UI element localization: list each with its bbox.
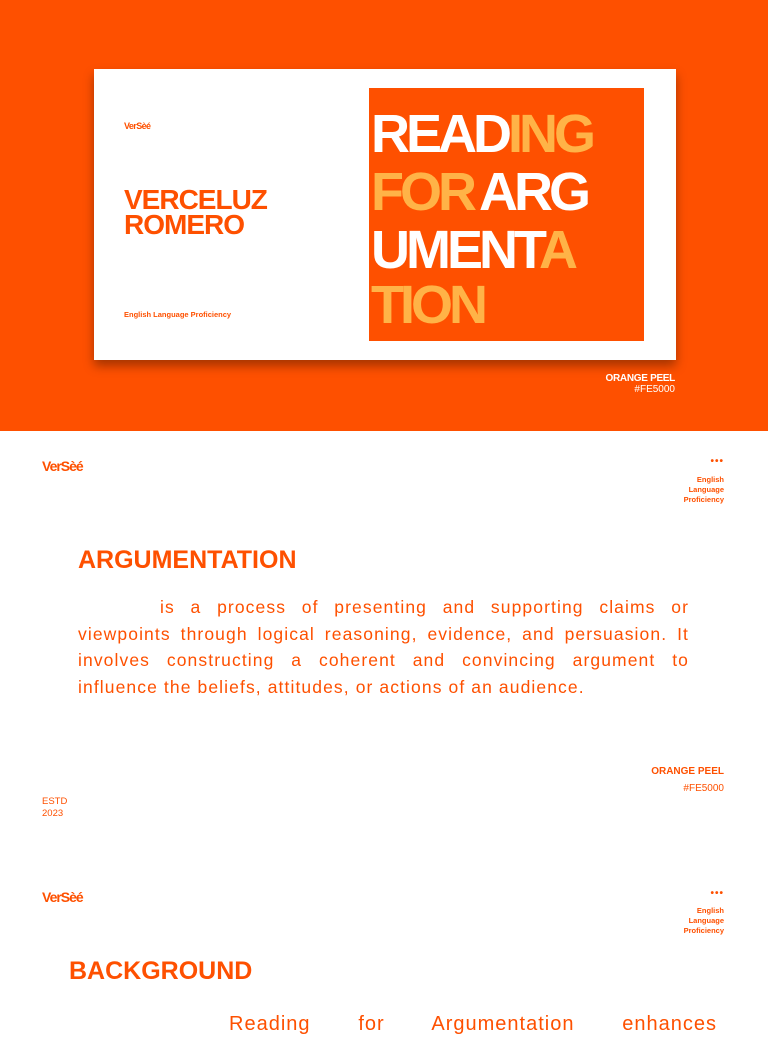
- title-fragment: TION: [371, 275, 484, 335]
- more-dots-icon: •••: [710, 456, 724, 467]
- badge-line: English: [696, 475, 724, 484]
- established-label: [42, 796, 67, 820]
- title-line-1: [371, 104, 593, 164]
- brand-logo: VerSèé: [42, 889, 83, 905]
- cover-logo: VerSèé: [124, 121, 151, 131]
- definition-paragraph: [78, 594, 689, 700]
- color-name-label: ORANGE PEEL: [605, 373, 675, 384]
- badge-line: Language: [688, 485, 724, 494]
- title-fragment: UMENT: [371, 220, 539, 280]
- title-line-4: [371, 275, 484, 335]
- title-fragment: A: [538, 220, 574, 280]
- title-fragment: READ: [371, 104, 509, 164]
- subject-badge: [654, 475, 724, 505]
- brand-logo: VerSèé: [42, 458, 83, 474]
- title-fragment: ARG: [479, 162, 587, 222]
- background-text: Reading for Argumentation enhances: [229, 1013, 717, 1035]
- cover-card: [94, 69, 676, 360]
- definition-text: is a process of presenting and supporting claims or viewpoints through logical reasoning, evidence, and persuasion. It involves constructing a coherent and convincing argument to influence the beliefs, attitudes, or actions of an audience.: [78, 597, 689, 697]
- cover-title-block: [369, 88, 644, 341]
- color-name-label: ORANGE PEEL: [651, 766, 724, 777]
- estd-year: 2023: [42, 808, 64, 819]
- badge-line: Language: [688, 916, 724, 925]
- title-fragment: ING: [508, 104, 593, 164]
- author-first-name: VERCELUZ: [124, 184, 267, 215]
- title-line-3: [371, 220, 574, 280]
- background-paragraph: [69, 1010, 717, 1038]
- color-hex-label: #FE5000: [634, 384, 675, 395]
- badge-line: Proficiency: [683, 495, 724, 504]
- color-hex-label: #FE5000: [683, 783, 724, 794]
- author-name: [124, 184, 344, 240]
- author-last-name: ROMERO: [124, 209, 244, 240]
- title-line-2: [371, 162, 587, 222]
- cover-subject: English Language Proficiency: [124, 310, 232, 319]
- subject-badge: [654, 906, 724, 936]
- section-heading: BACKGROUND: [69, 957, 253, 985]
- more-dots-icon: •••: [710, 888, 724, 899]
- section-heading: ARGUMENTATION: [78, 546, 297, 574]
- badge-line: English: [696, 906, 724, 915]
- title-fragment: FOR: [371, 162, 473, 222]
- cover-slide: [0, 0, 768, 431]
- estd-text: ESTD: [42, 796, 68, 807]
- badge-line: Proficiency: [683, 926, 724, 935]
